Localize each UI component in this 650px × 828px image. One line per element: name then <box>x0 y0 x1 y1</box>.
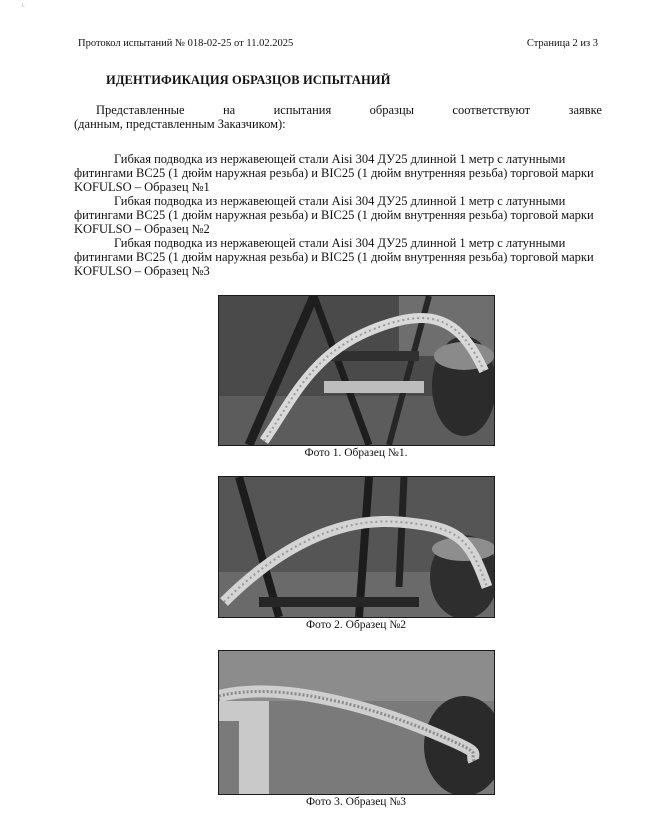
protocol-header: Протокол испытаний № 018-02-25 от 11.02.2025 <box>78 38 294 49</box>
intro-paragraph <box>74 103 602 131</box>
intro-word: на <box>222 103 236 117</box>
intro-word: испытания <box>273 103 332 117</box>
photo-sample-1 <box>218 295 495 446</box>
page-number: Страница 2 из 3 <box>526 38 598 49</box>
photo-sample-3 <box>218 650 495 795</box>
sample-description-1: Гибкая подводка из нержавеющей стали Aisi 304 ДУ25 длинной 1 метр с латунными фитингами ВС25 (1 дюйм наружная резьба) и ВIC25 (1 дюйм внутренняя резьба) торговой марки KOFULSO – Образец №1 <box>74 152 594 194</box>
samples-list <box>74 152 602 278</box>
sample-description-3: Гибкая подводка из нержавеющей стали Aisi 304 ДУ25 длинной 1 метр с латунными фитингами ВС25 (1 дюйм наружная резьба) и ВIC25 (1 дюйм внутренняя резьба) торговой марки KOFULSO – Образец №3 <box>74 236 594 278</box>
photo-caption-1: Фото 1. Образец №1. <box>304 447 408 459</box>
photo-caption-3: Фото 3. Образец №3 <box>305 796 407 808</box>
intro-line-1 <box>74 103 602 117</box>
scan-mark: ᴸ <box>22 2 25 11</box>
photo-caption-2: Фото 2. Образец №2 <box>305 619 407 631</box>
sample-description-2: Гибкая подводка из нержавеющей стали Aisi 304 ДУ25 длинной 1 метр с латунными фитингами ВС25 (1 дюйм наружная резьба) и ВIC25 (1 дюйм внутренняя резьба) торговой марки KOFULSO – Образец №2 <box>74 194 594 236</box>
intro-word: Представленные <box>96 103 185 117</box>
intro-word: заявке <box>568 103 602 117</box>
intro-line-2: (данным, представленным Заказчиком): <box>74 117 286 131</box>
intro-word: соответствуют <box>452 103 531 117</box>
photo-sample-2 <box>218 476 495 618</box>
section-title: ИДЕНТИФИКАЦИЯ ОБРАЗЦОВ ИСПЫТАНИЙ <box>106 73 391 87</box>
intro-word: образцы <box>369 103 415 117</box>
